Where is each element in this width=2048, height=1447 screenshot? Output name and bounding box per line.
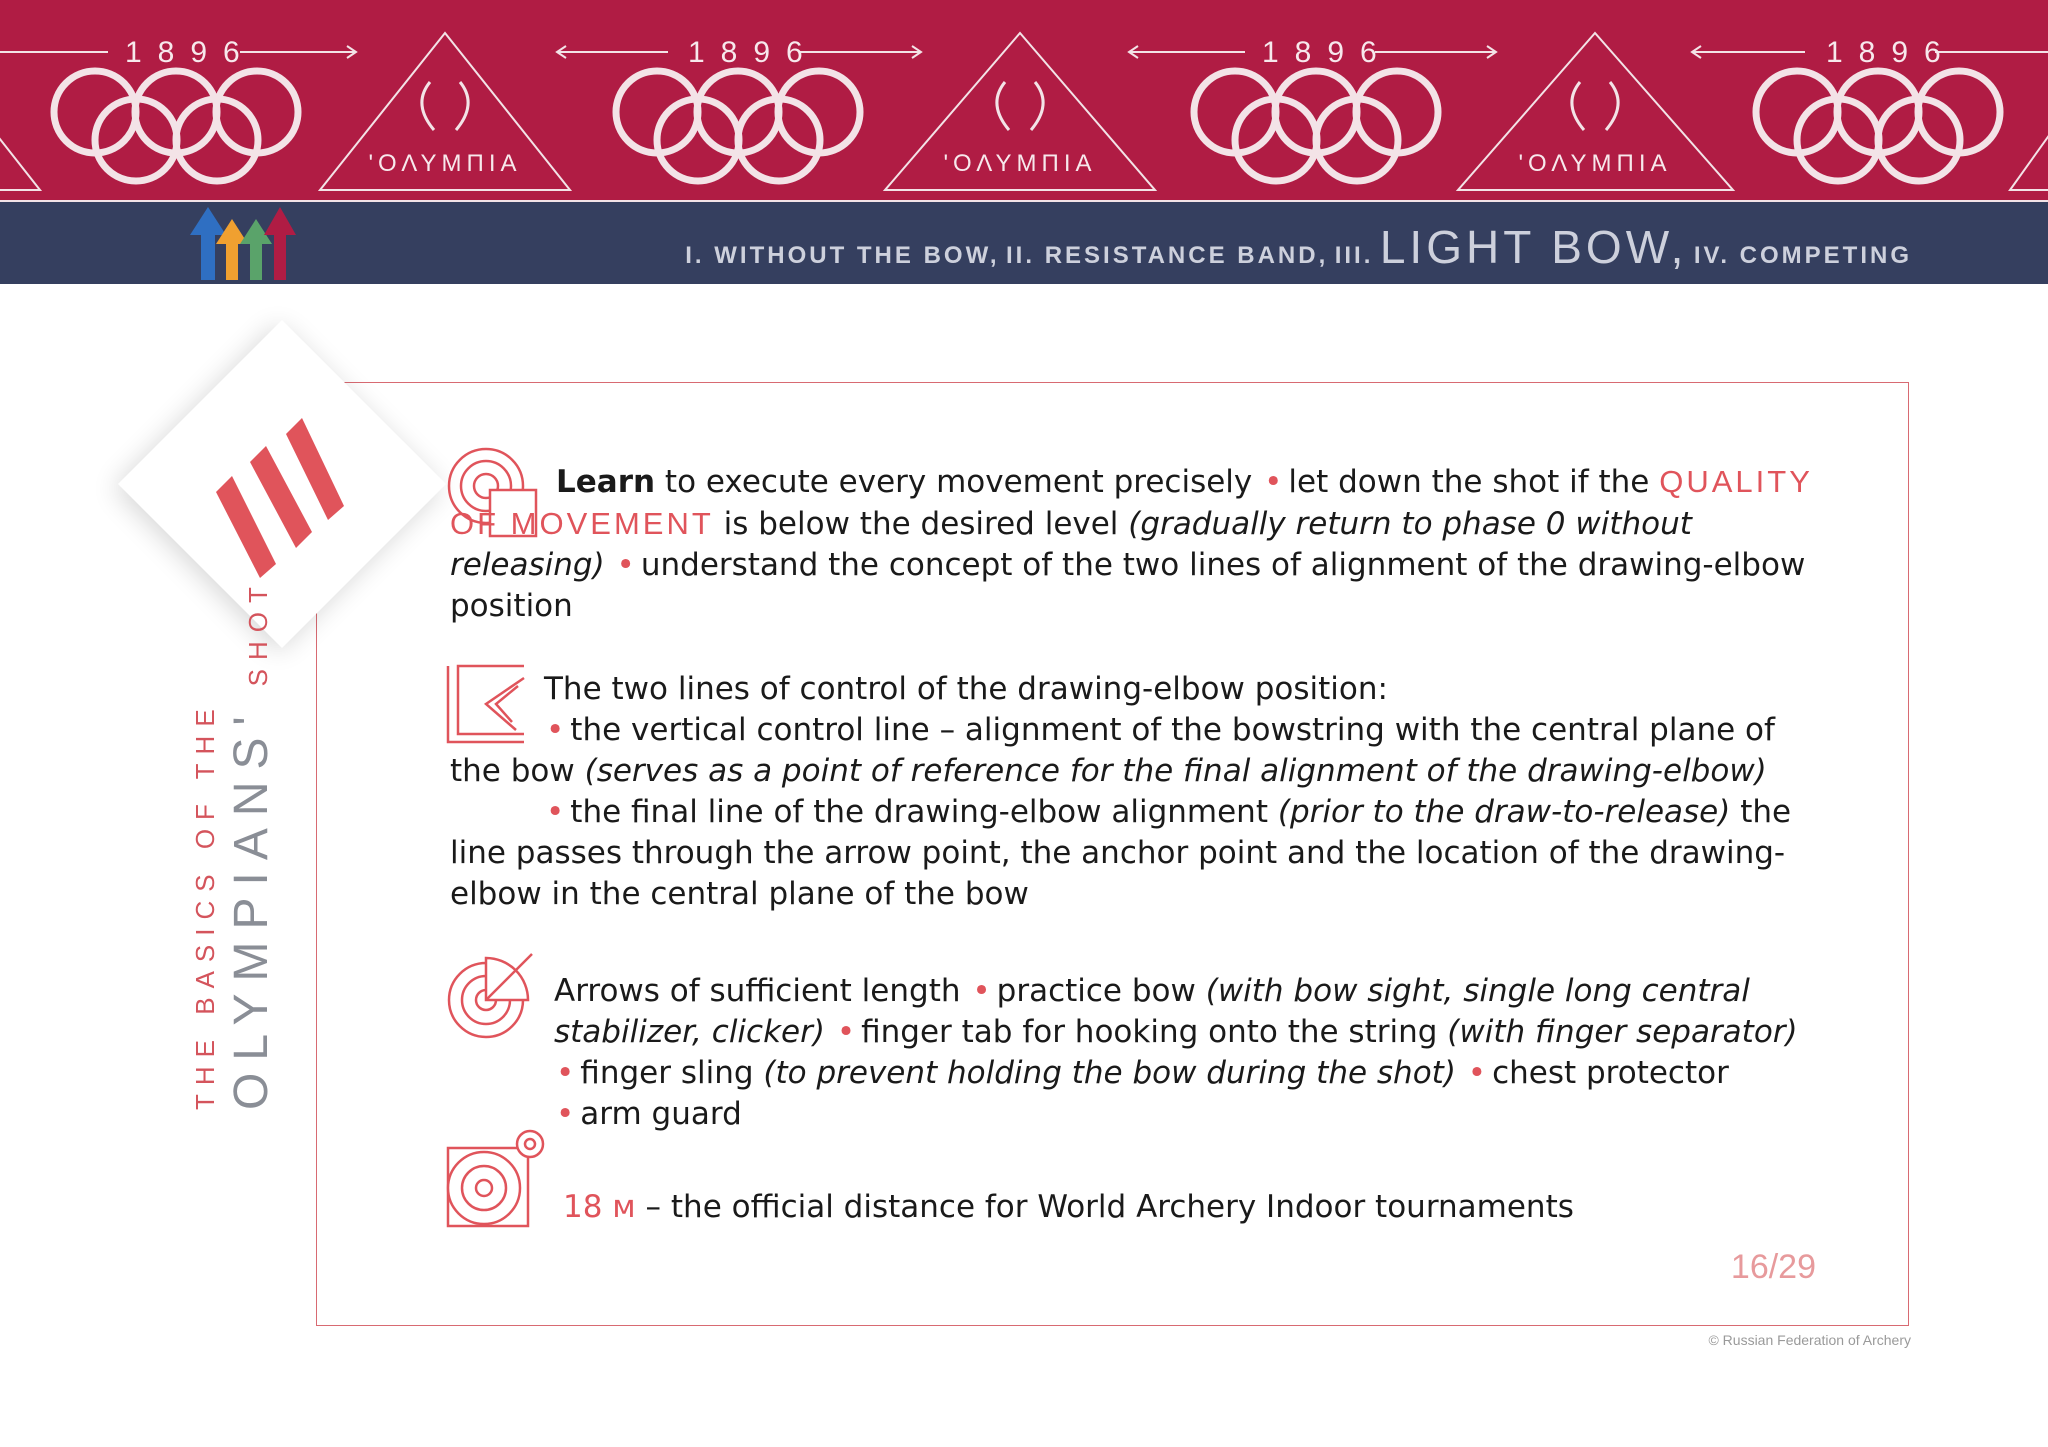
learn-text-1: to execute every movement precisely [664, 464, 1253, 500]
control-line-2-italic: (prior to the draw-to-release) [1277, 794, 1731, 830]
stage-2: II. RESISTANCE BAND, [1006, 242, 1329, 269]
learn-italic: (gradually return to phase 0 without releasing) [450, 506, 1692, 583]
banner-year: 1896 [1262, 36, 1393, 69]
banner-olympia: 'ΟΛΥΜΠΙΑ [1518, 150, 1672, 177]
control-line-2-rest: the line passes through the arrow point, the anchor point and the location of the drawing-elbow in the central plane of the bow [450, 794, 1792, 912]
banner-year: 1896 [1826, 36, 1957, 69]
learn-strong: Learn [556, 464, 656, 500]
vertical-title-line1: THE BASICS OF THE [190, 700, 220, 1110]
control-line-1: the vertical control line – alignment of the bowstring with the central plane of the bow [450, 712, 1775, 789]
olympic-banner [0, 0, 2048, 200]
stage-1: I. WITHOUT THE BOW, [685, 242, 1000, 269]
section-learn: Learn to execute every movement precisely • let down the shot if the QUALITY OF MOVEMENT is below the desired level (gradually return to phase 0 without releasing) • understand the concept of the two lines of alignment of the drawing-elbow position [450, 464, 1813, 624]
vertical-title-suffix: SHOT [243, 578, 273, 687]
section-equipment [450, 971, 1816, 1135]
equipment-bow: practice bow [996, 973, 1196, 1009]
copyright: © Russian Federation of Archery [1708, 1332, 1911, 1348]
equipment-line-1: Arrows of sufficient length • practice bow (with bow sight, single long central stabilizer, clicker) • finger tab for hooking onto the string (with finger separator) • finger sling (to prevent holding the bow during the shot) • chest protector • arm guard [554, 973, 1798, 1132]
section-distance [563, 1187, 1929, 1228]
equipment-bow-italic: (with bow sight, single long central stabilizer, clicker) [554, 973, 1750, 1050]
vertical-title [190, 578, 279, 1110]
equipment-sling-italic: (to prevent holding the bow during the shot) [763, 1055, 1456, 1091]
section-control-lines: The two lines of control of the drawing-elbow position: • the vertical control line – alignment of the bowstring with the central plane of the bow (serves as a point of reference for the final alignment of the drawing-elbow) • the final line of the drawing-elbow alignment (prior to the draw-to-release) the line passes through the arrow point, the anchor point and the location of the drawing-elbow in the central plane of the bow [450, 669, 1816, 915]
banner-olympia: 'ΟΛΥΜΠΙΑ [943, 150, 1097, 177]
equipment-sling: finger sling [580, 1055, 754, 1091]
banner-year: 1896 [688, 36, 819, 69]
stage-3-num: III. [1334, 242, 1374, 269]
roman-numeral-three-icon [180, 382, 380, 582]
equipment-arrows: Arrows of sufficient length [554, 973, 961, 1009]
quality-of-movement: QUALITY OF MOVEMENT [450, 464, 1813, 541]
distance-value: 18 м [563, 1189, 636, 1225]
colored-arrows-icon [186, 207, 296, 282]
banner-year: 1896 [125, 36, 256, 69]
learn-text-3: is below the desired level [723, 506, 1119, 542]
equipment-tab: finger tab for hooking onto the string [861, 1014, 1438, 1050]
target-distance-icon [446, 1128, 546, 1228]
control-line-1-italic: (serves as a point of reference for the final alignment of the drawing-elbow) [584, 753, 1767, 789]
control-lines-heading: The two lines of control of the drawing-elbow position: [544, 671, 1388, 707]
learn-text-2: let down the shot if the [1288, 464, 1650, 500]
distance-text: – the official distance for World Archery Indoor tournaments [645, 1189, 1574, 1225]
control-line-2: the final line of the drawing-elbow alignment [570, 794, 1268, 830]
equipment-chest: chest protector [1492, 1055, 1729, 1091]
banner-olympia: 'ΟΛΥΜΠΙΑ [368, 150, 522, 177]
equipment-armguard: arm guard [580, 1096, 742, 1132]
learn-text-5: understand the concept of the two lines of alignment of the drawing-elbow position [450, 547, 1806, 624]
equipment-tab-italic: (with finger separator) [1447, 1014, 1798, 1050]
stage-3-current: LIGHT BOW, [1379, 221, 1688, 273]
vertical-title-line2: OLYMPIANS' [225, 704, 278, 1110]
page-number: 16/29 [1730, 1248, 1816, 1286]
stage-4: IV. COMPETING [1693, 242, 1912, 269]
stage-breadcrumb [685, 220, 1912, 274]
